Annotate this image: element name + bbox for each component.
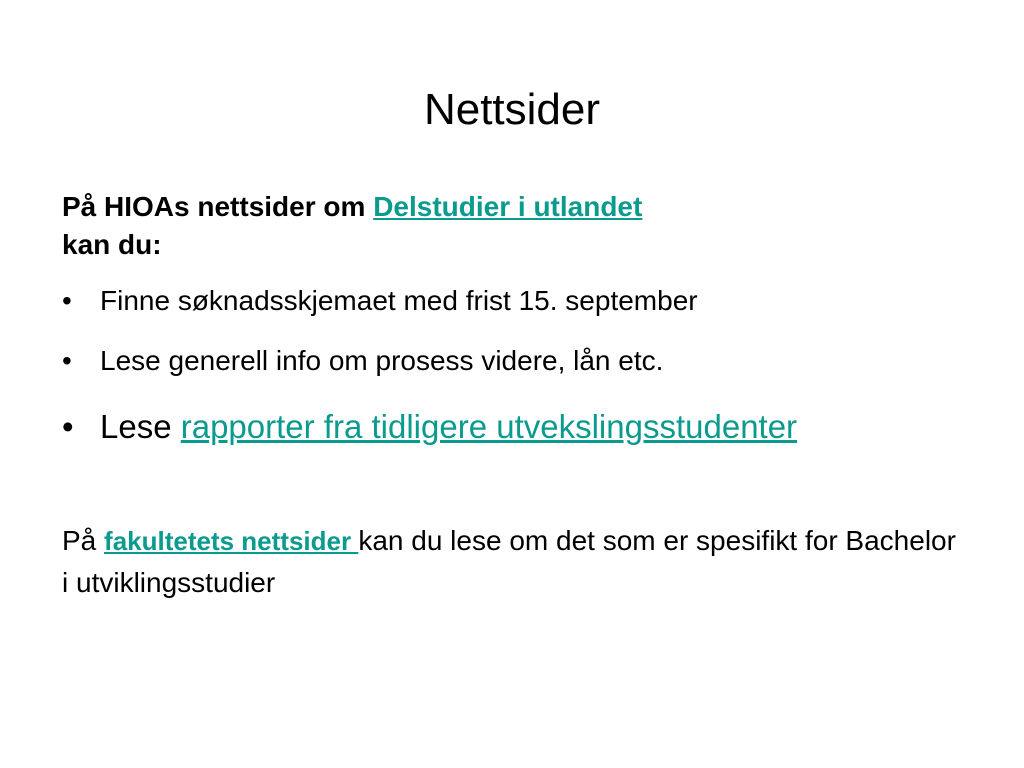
bullet-icon: •: [62, 345, 72, 376]
list-item: [62, 342, 962, 380]
bullet-text-info: Lese generell info om prosess videre, lån etc.: [100, 345, 664, 376]
intro-paragraph: [62, 188, 962, 264]
delstudier-link[interactable]: Delstudier i utlandet: [373, 191, 643, 222]
bullet-list: [62, 282, 962, 452]
intro-prefix: På HIOAs nettsider om: [62, 191, 374, 222]
bullet-icon: •: [62, 285, 72, 316]
closing-prefix: På: [62, 525, 105, 556]
slide-title: Nettsider: [423, 85, 601, 134]
intro-suffix: kan du:: [62, 229, 162, 260]
rapporter-link[interactable]: rapporter fra tidligere utvekslingsstudenter: [180, 408, 798, 445]
fakultet-link[interactable]: fakultetets nettsider: [104, 526, 359, 556]
slide-body: [62, 188, 962, 632]
closing-suffix: kan du lese om det som er spesifikt for Bachelor i utviklingsstudier: [62, 525, 956, 598]
list-item: [62, 402, 962, 452]
bullet-text-soknad: Finne søknadsskjemaet med frist 15. september: [100, 285, 698, 316]
closing-paragraph: [62, 520, 962, 604]
list-item: [62, 282, 962, 320]
bullet-text-rapporter-prefix: Lese: [100, 408, 181, 445]
bullet-icon: •: [62, 408, 74, 445]
